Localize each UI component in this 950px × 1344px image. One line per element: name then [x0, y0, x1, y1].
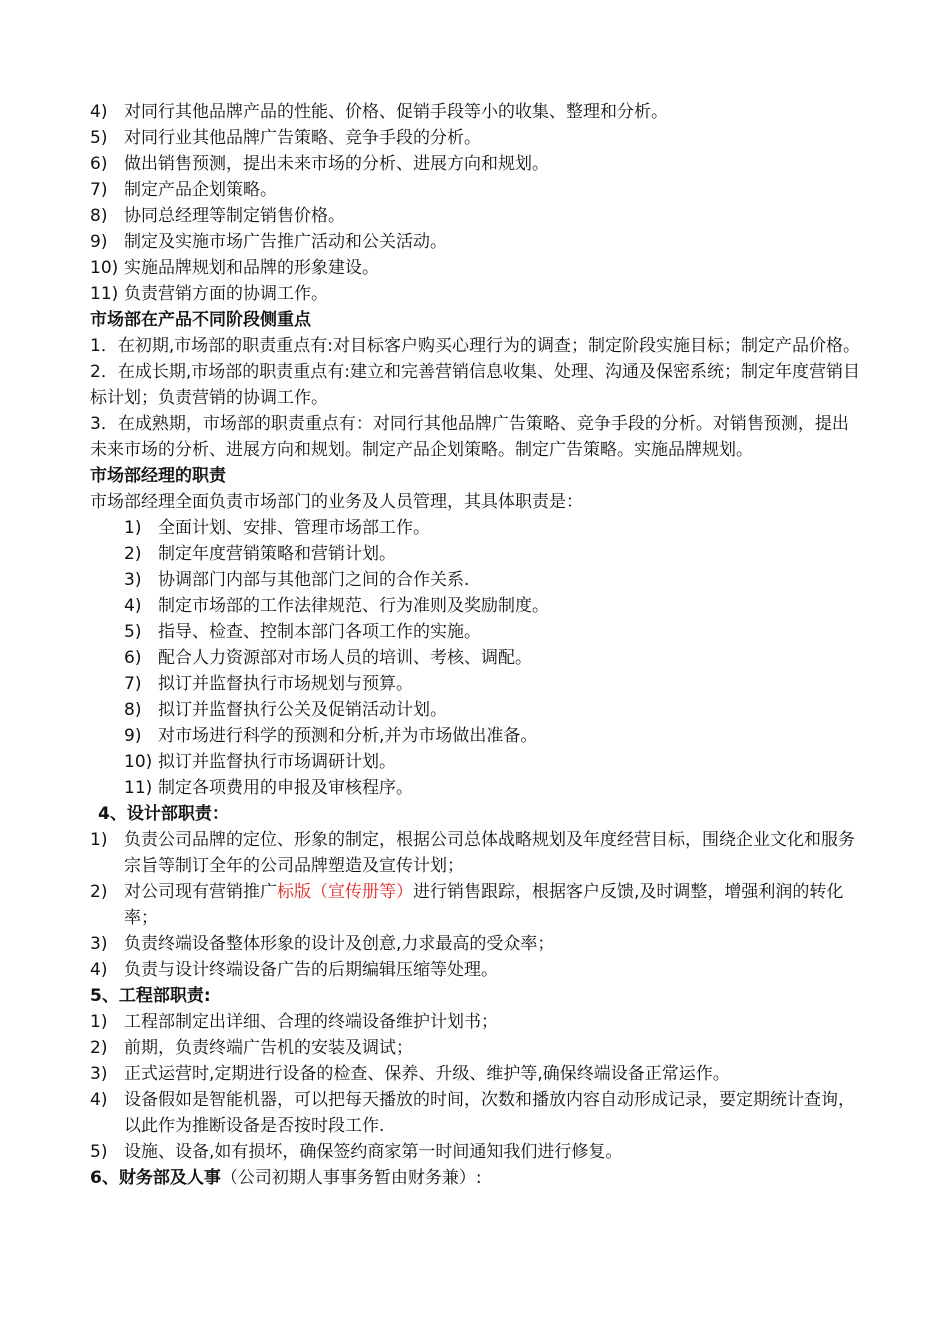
highlighted-text: 标版（宣传册等） — [277, 882, 413, 902]
item-text: 对同行业其他品牌广告策略、竞争手段的分析。 — [124, 128, 481, 148]
item-number: 2) — [90, 1038, 108, 1058]
item-number: 7) — [124, 674, 142, 694]
list-item — [124, 515, 865, 541]
list-item — [90, 125, 865, 151]
item-text: 工程部制定出详细、合理的终端设备维护计划书； — [124, 1012, 498, 1032]
item-text: 设施、设备,如有损坏，确保签约商家第一时间通知我们进行修复。 — [124, 1142, 623, 1162]
item-number: 11) — [90, 284, 119, 304]
list-item — [90, 1035, 865, 1061]
item-text-pre: 对公司现有营销推广 — [124, 882, 277, 902]
section-heading-stages: 市场部在产品不同阶段侧重点 — [90, 310, 311, 330]
item-number: 10) — [90, 258, 119, 278]
section-heading-engineering: 5、工程部职责: — [90, 986, 211, 1006]
list-item — [90, 255, 865, 281]
list-item — [124, 671, 865, 697]
item-text-post: 进行销售跟踪，根据客户反馈,及时调整，增强利润的转化率； — [124, 882, 844, 928]
item-text: 协调部门内部与其他部门之间的合作关系. — [158, 570, 470, 590]
list-item — [90, 281, 865, 307]
item-number: 4) — [90, 1090, 108, 1110]
list-item — [90, 177, 865, 203]
item-text: 协同总经理等制定销售价格。 — [124, 206, 345, 226]
list-item — [90, 827, 865, 879]
item-number: 6) — [124, 648, 142, 668]
list-item — [90, 931, 865, 957]
item-text: 拟订并监督执行公关及促销活动计划。 — [158, 700, 447, 720]
paragraph-stage-1: 1．在初期,市场部的职责重点有:对目标客户购买心理行为的调查；制定阶段实施目标；制定产品价格。 — [90, 336, 860, 356]
list-item — [124, 619, 865, 645]
item-text: 配合人力资源部对市场人员的培训、考核、调配。 — [158, 648, 532, 668]
item-text: 对同行其他品牌产品的性能、价格、促销手段等小的收集、整理和分析。 — [124, 102, 668, 122]
list-item — [124, 775, 865, 801]
item-number: 3) — [90, 934, 108, 954]
item-text — [124, 879, 865, 931]
list-item — [124, 697, 865, 723]
list-item — [90, 1009, 865, 1035]
item-text: 制定产品企划策略。 — [124, 180, 277, 200]
list-item — [90, 229, 865, 255]
item-text: 前期，负责终端广告机的安装及调试； — [124, 1038, 413, 1058]
item-number: 9) — [124, 726, 142, 746]
document-body — [90, 99, 865, 1191]
item-text: 设备假如是智能机器，可以把每天播放的时间，次数和播放内容自动形成记录，要定期统计查询，以此作为推断设备是否按时段工作. — [124, 1090, 855, 1136]
list-item — [124, 567, 865, 593]
section-heading-manager: 市场部经理的职责 — [90, 466, 226, 486]
item-text: 拟订并监督执行市场规划与预算。 — [158, 674, 413, 694]
item-number: 4) — [124, 596, 142, 616]
item-number: 3) — [124, 570, 142, 590]
item-number: 1) — [90, 830, 108, 850]
item-number: 1) — [124, 518, 142, 538]
item-number: 3) — [90, 1064, 108, 1084]
item-number: 5) — [90, 128, 108, 148]
list-item — [90, 1061, 865, 1087]
item-number: 6) — [90, 154, 108, 174]
item-number: 2) — [124, 544, 142, 564]
finance-heading-text: 6、财务部及人事 — [90, 1168, 221, 1188]
section-heading-design: 4、设计部职责： — [98, 804, 229, 824]
item-number: 11) — [124, 778, 153, 798]
item-text: 实施品牌规划和品牌的形象建设。 — [124, 258, 379, 278]
item-text: 做出销售预测，提出未来市场的分析、进展方向和规划。 — [124, 154, 549, 174]
list-item — [124, 723, 865, 749]
list-item — [124, 593, 865, 619]
item-number: 8) — [90, 206, 108, 226]
item-text: 制定各项费用的申报及审核程序。 — [158, 778, 413, 798]
item-text: 指导、检查、控制本部门各项工作的实施。 — [158, 622, 481, 642]
item-text: 正式运营时,定期进行设备的检查、保养、升级、维护等,确保终端设备正常运作。 — [124, 1064, 730, 1084]
paragraph-stage-2: 2．在成长期,市场部的职责重点有:建立和完善营销信息收集、处理、沟通及保密系统；制定年度营销目标计划；负责营销的协调工作。 — [90, 362, 860, 408]
item-number: 2) — [90, 882, 108, 902]
section-heading-finance — [90, 1165, 865, 1191]
item-number: 10) — [124, 752, 153, 772]
item-number: 4) — [90, 960, 108, 980]
item-number: 8) — [124, 700, 142, 720]
item-text: 制定年度营销策略和营销计划。 — [158, 544, 396, 564]
item-number: 1) — [90, 1012, 108, 1032]
item-text: 全面计划、安排、管理市场部工作。 — [158, 518, 430, 538]
list-item — [90, 957, 865, 983]
list-item — [124, 541, 865, 567]
item-text: 对市场进行科学的预测和分析,并为市场做出准备。 — [158, 726, 538, 746]
item-number: 4) — [90, 102, 108, 122]
item-number: 9) — [90, 232, 108, 252]
item-text: 负责公司品牌的定位、形象的制定，根据公司总体战略规划及年度经营目标，围绕企业文化和服务宗旨等制订全年的公司品牌塑造及宣传计划； — [124, 830, 855, 876]
item-number: 7) — [90, 180, 108, 200]
manager-list — [90, 515, 865, 801]
list-item — [90, 99, 865, 125]
list-item — [90, 1087, 865, 1139]
list-item — [90, 151, 865, 177]
item-text: 制定及实施市场广告推广活动和公关活动。 — [124, 232, 447, 252]
list-item — [90, 203, 865, 229]
list-item — [90, 1139, 865, 1165]
manager-intro: 市场部经理全面负责市场部门的业务及人员管理，其具体职责是： — [90, 492, 583, 512]
paragraph-stage-3: 3．在成熟期，市场部的职责重点有：对同行其他品牌广告策略、竞争手段的分析。对销售预测，提出未来市场的分析、进展方向和规划。制定产品企划策略。制定广告策略。实施品牌规划。 — [90, 414, 849, 460]
list-item — [90, 879, 865, 931]
item-text: 制定市场部的工作法律规范、行为准则及奖励制度。 — [158, 596, 549, 616]
list-item — [124, 645, 865, 671]
item-text: 负责终端设备整体形象的设计及创意,力求最高的受众率； — [124, 934, 555, 954]
item-number: 5) — [124, 622, 142, 642]
item-number: 5) — [90, 1142, 108, 1162]
list-item — [124, 749, 865, 775]
item-text: 拟订并监督执行市场调研计划。 — [158, 752, 396, 772]
item-text: 负责营销方面的协调工作。 — [124, 284, 328, 304]
finance-heading-note: （公司初期人事事务暂由财务兼）: — [220, 1168, 482, 1188]
item-text: 负责与设计终端设备广告的后期编辑压缩等处理。 — [124, 960, 498, 980]
